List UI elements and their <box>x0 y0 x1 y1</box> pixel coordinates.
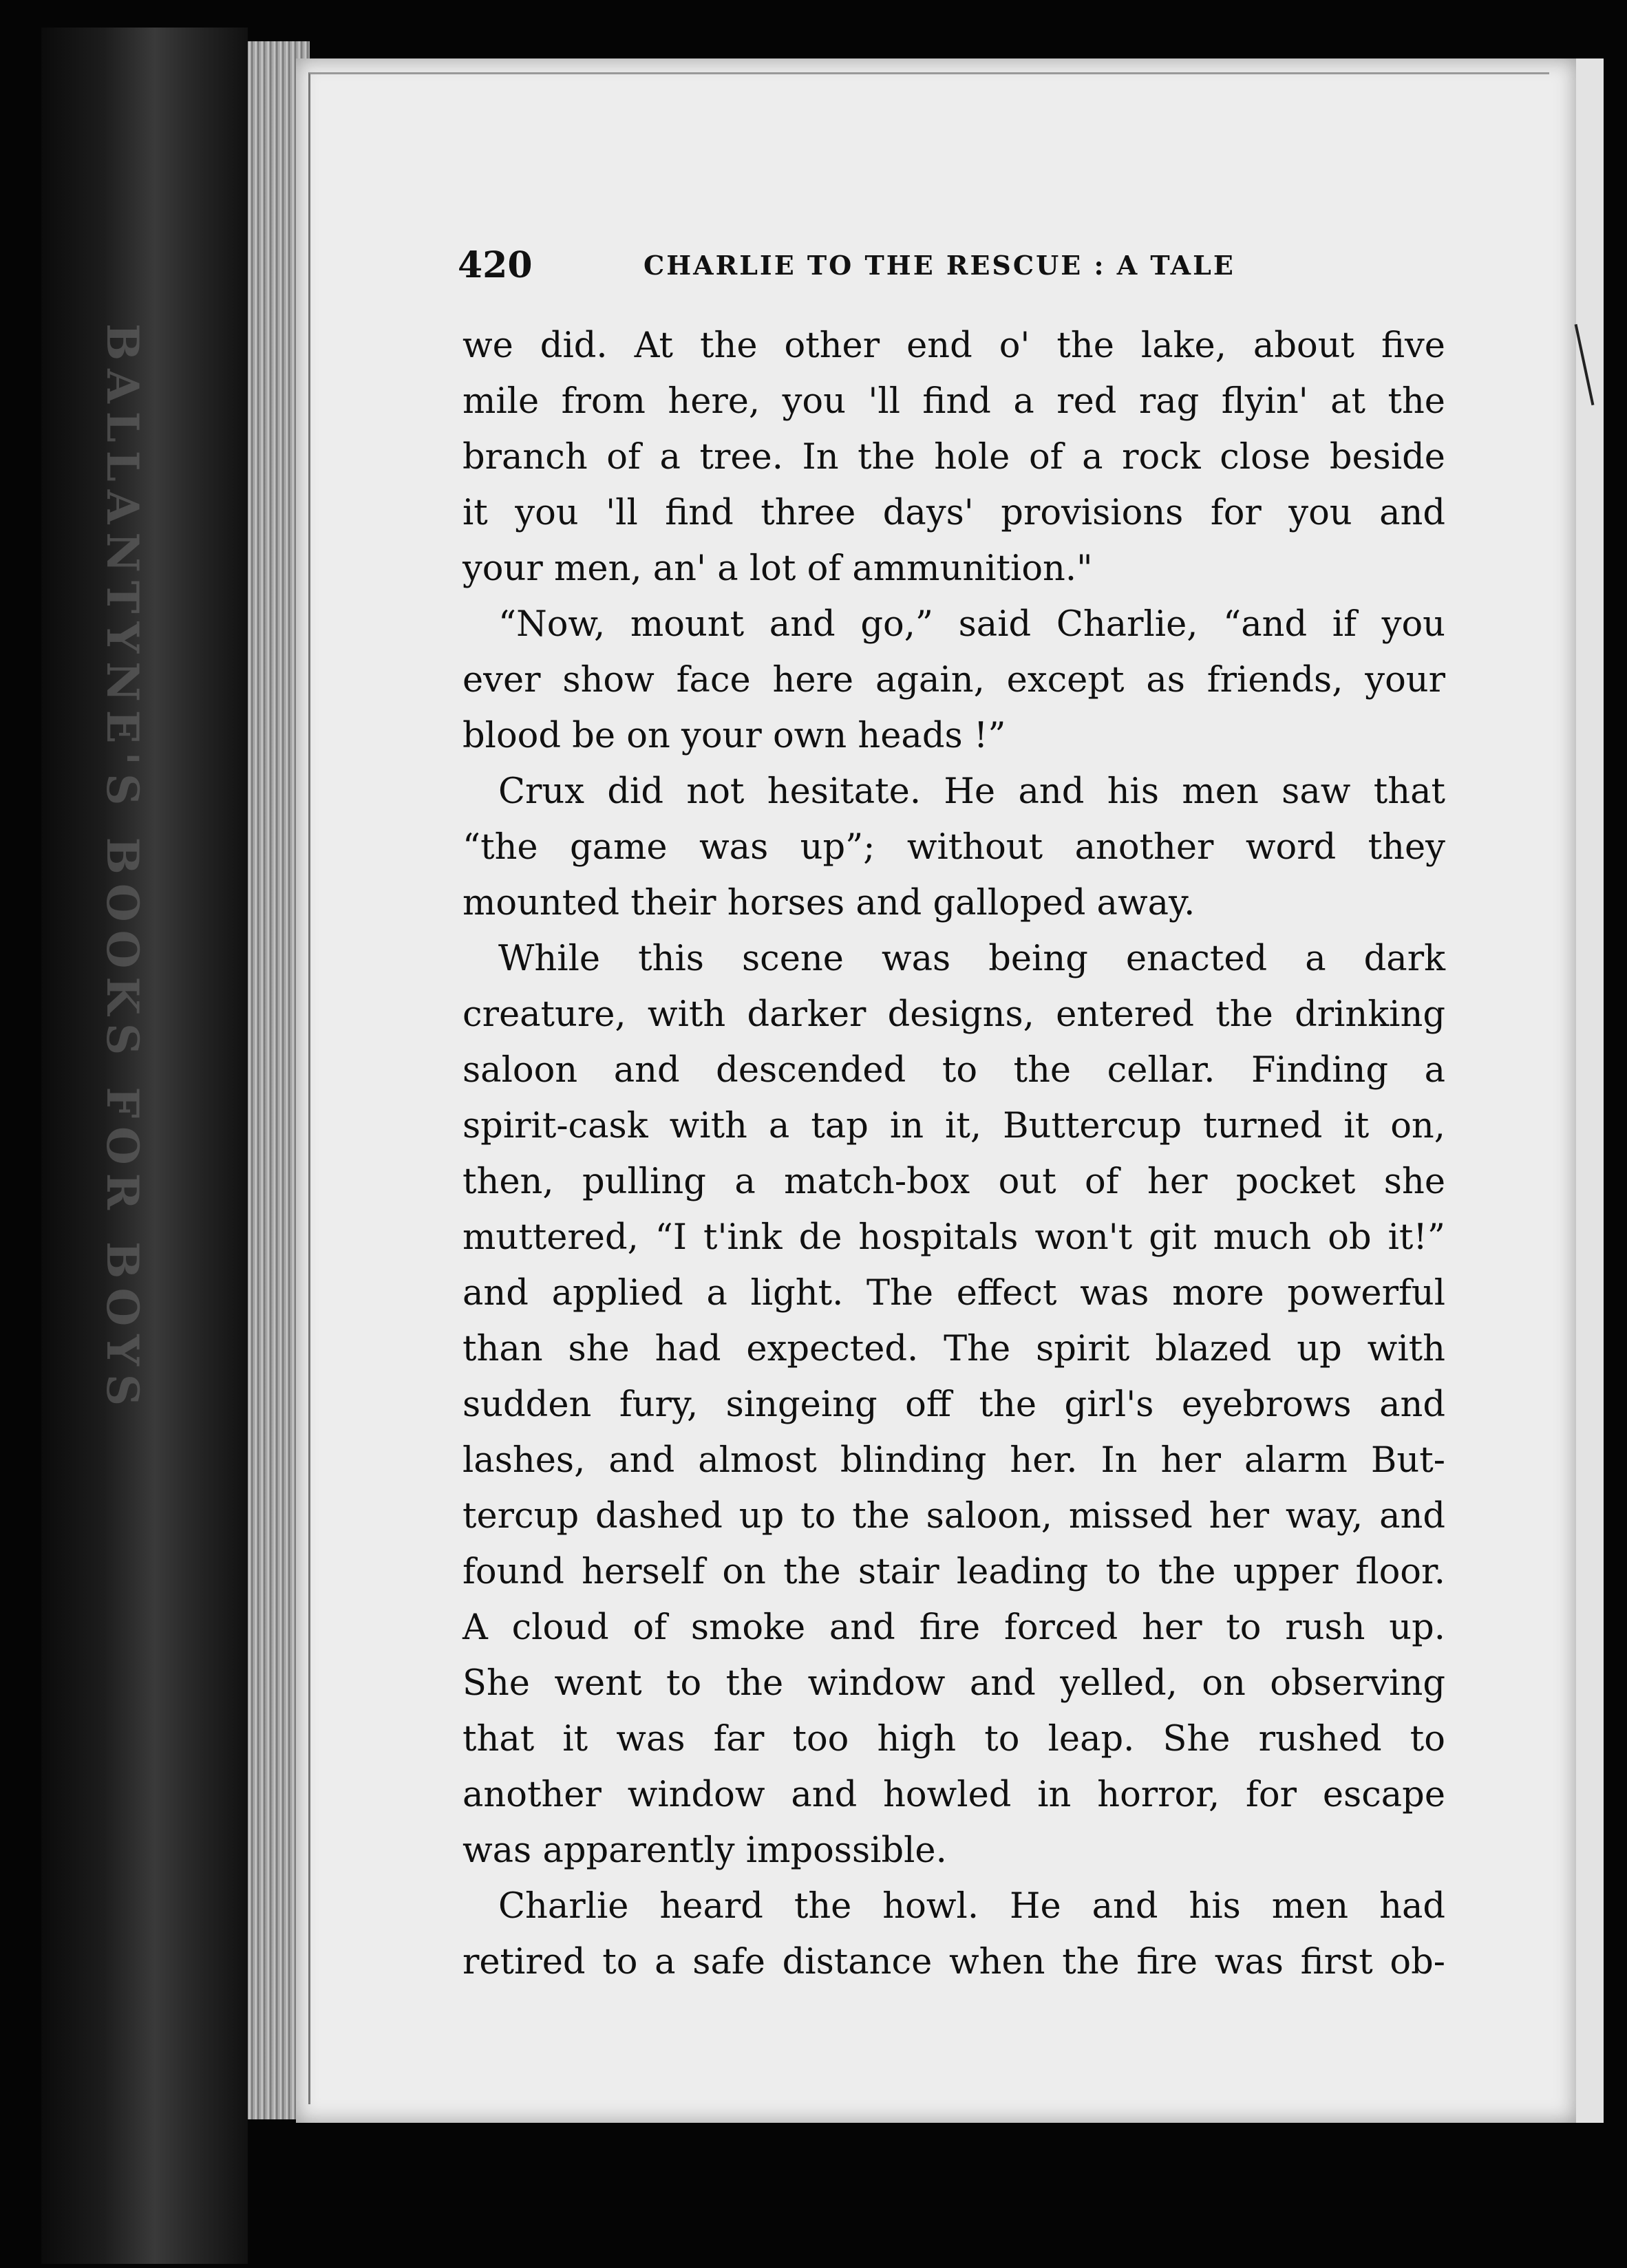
text-line: found herself on the stair leading to the upper floor. <box>462 1552 1445 1592</box>
text-line: mounted their horses and galloped away. <box>462 883 1195 923</box>
text-line: another window and howled in horror, for escape <box>462 1775 1445 1815</box>
text-line: was apparently impossible. <box>462 1830 947 1871</box>
text-line: “the game was up”; without another word they <box>462 827 1445 868</box>
page-header <box>458 244 1449 292</box>
facing-page-edge <box>1576 58 1604 2123</box>
body-text <box>462 318 1445 1990</box>
text-line: your men, an' a lot of ammunition." <box>462 548 1093 589</box>
text-line: muttered, “I t'ink de hospitals won't git much ob it!” <box>462 1217 1445 1258</box>
text-line: it you 'll find three days' provisions for you and <box>462 493 1445 533</box>
text-line: then, pulling a match-box out of her pocket she <box>462 1162 1445 1202</box>
text-line: “Now, mount and go,” said Charlie, “and if you <box>498 604 1445 645</box>
text-line: A cloud of smoke and fire forced her to rush up. <box>462 1607 1445 1648</box>
text-line: sudden fury, singeing off the girl's eyebrows and <box>462 1384 1445 1425</box>
text-line: saloon and descended to the cellar. Finding a <box>462 1050 1445 1091</box>
text-line: branch of a tree. In the hole of a rock close beside <box>462 437 1445 478</box>
text-line: we did. At the other end o' the lake, about five <box>462 325 1445 366</box>
text-line: that it was far too high to leap. She rushed to <box>462 1719 1445 1759</box>
text-line: than she had expected. The spirit blazed up with <box>462 1329 1445 1369</box>
text-line: retired to a safe distance when the fire was first ob- <box>462 1942 1445 1982</box>
text-line: She went to the window and yelled, on observing <box>462 1663 1445 1704</box>
text-line: and applied a light. The effect was more powerful <box>462 1273 1445 1314</box>
spine-title: BALLANTYNE'S BOOKS FOR BOYS <box>96 323 148 1415</box>
text-line: Crux did not hesitate. He and his men saw that <box>498 771 1445 812</box>
text-line: ever show face here again, except as friends, your <box>462 660 1445 700</box>
text-line: Charlie heard the howl. He and his men had <box>498 1886 1445 1927</box>
text-line: blood be on your own heads !” <box>462 716 1006 756</box>
page-number: 420 <box>458 244 533 286</box>
text-line: tercup dashed up to the saloon, missed her way, and <box>462 1496 1445 1537</box>
text-line: mile from here, you 'll find a red rag flyin' at the <box>462 381 1445 422</box>
running-head: CHARLIE TO THE RESCUE : A TALE <box>644 250 1235 281</box>
text-line: lashes, and almost blinding her. In her alarm But- <box>462 1440 1445 1481</box>
text-line: While this scene was being enacted a dark <box>498 939 1445 979</box>
text-line: spirit-cask with a tap in it, Buttercup turned it on, <box>462 1106 1445 1146</box>
text-line: creature, with darker designs, entered the drinking <box>462 994 1445 1035</box>
